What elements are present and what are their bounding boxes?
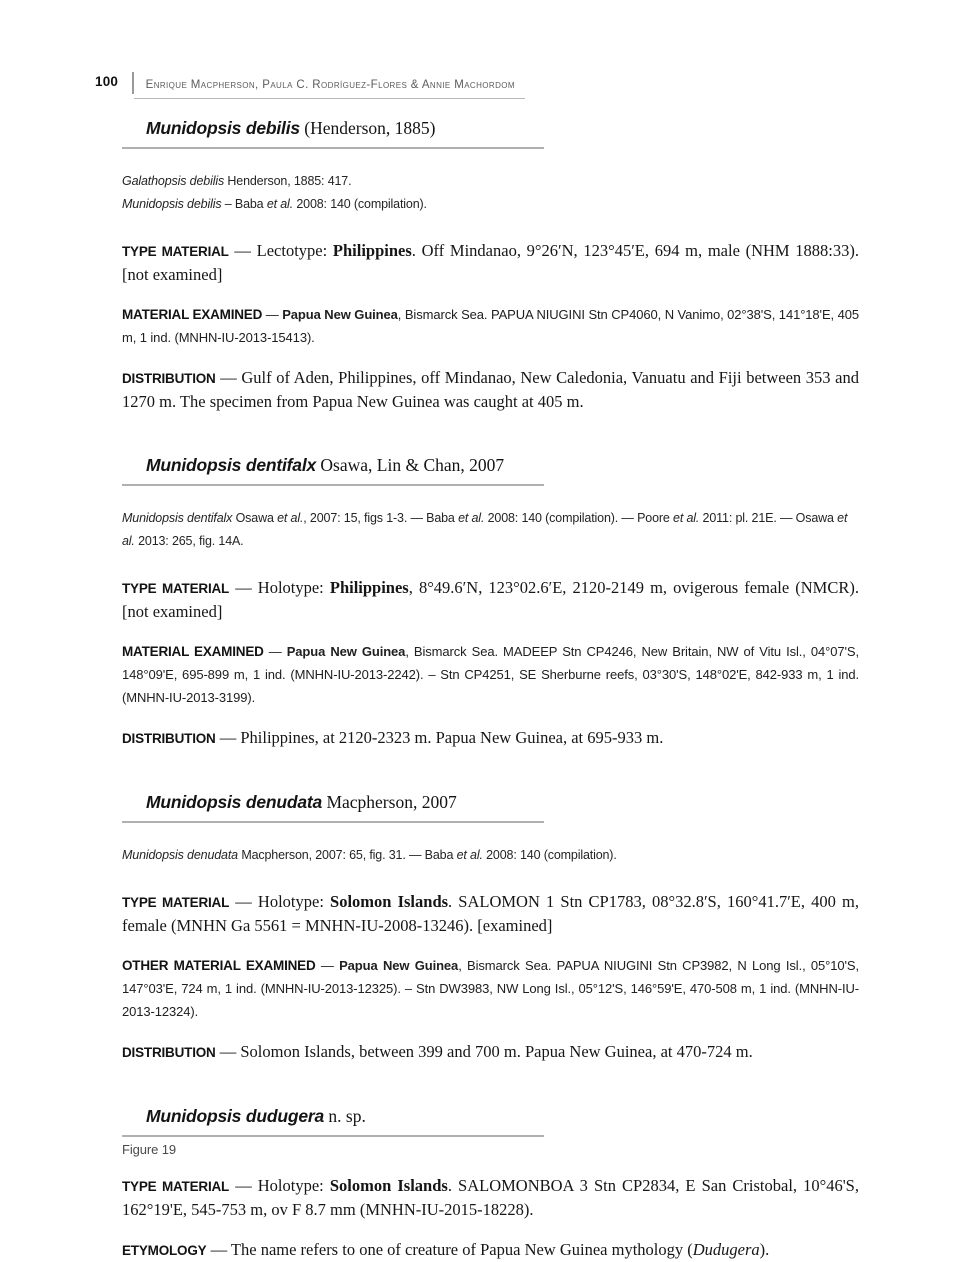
text-run: et al. [673,510,700,525]
text-run: — Holotype: [229,1175,330,1195]
text-run: Munidopsis dudugera [146,1105,325,1126]
paragraph-label: MATERIAL EXAMINED [122,306,263,322]
species-section [122,455,859,750]
paragraph-label: TYPE MATERIAL [122,243,229,259]
paragraph-label: TYPE MATERIAL [122,580,230,596]
paragraph-label: DISTRIBUTION [122,1044,216,1060]
text-run: et al. [122,510,848,548]
text-run: , Bismarck Sea. PAPUA NIUGINI Stn CP4060, N Vanimo, 02°38'S, 141°18'E, 405 m, 1 ind. (MNHN-IU-2013-15413). [122,306,859,345]
text-run: Henderson, 1885: 417. [224,173,352,188]
species-heading [122,792,544,823]
text-run: 2008: 140 (compilation). [482,847,617,862]
distribution-paragraph [122,1040,859,1064]
synonymy-line [122,193,859,216]
text-run: Osawa, Lin & Chan, 2007 [316,454,505,475]
synonymy-line [122,507,859,553]
text-run: Philippines [332,240,412,260]
species-heading [122,455,544,486]
text-run: Munidopsis debilis [146,118,300,138]
text-run: . SALOMONBOA 3 Stn CP2834, E San Cristobal, 10°46'S, 162°19'E, 545-753 m, ov F 8.7 mm (MNHN-IU-2015-18228). [122,1175,859,1219]
text-run: et al. [456,847,483,862]
text-run: — The name refers to one of creature of Papua New Guinea mythology ( [206,1239,693,1259]
paragraph-label: DISTRIBUTION [122,370,216,386]
text-run: n. sp. [324,1105,366,1126]
text-run: Munidopsis dentifalx [122,510,233,525]
section-body [122,507,859,750]
page-number: 100 [95,74,119,89]
text-run: Dudugera [692,1239,760,1259]
text-run: Papua New Guinea [282,306,398,322]
text-run: 2013: 265, fig. 14A. [134,533,244,548]
paragraph-label: TYPE MATERIAL [122,1178,230,1194]
paragraph-label: OTHER MATERIAL EXAMINED [122,957,316,973]
text-run: Osawa [232,510,278,525]
text-run: — [315,957,340,973]
species-section [122,1106,859,1262]
text-run: , 2007: 15, figs 1-3. — Baba [303,510,459,525]
paragraph-label: MATERIAL EXAMINED [122,643,264,659]
text-run: ). [759,1239,770,1259]
type-material-paragraph [122,890,859,937]
text-run: Philippines [329,577,409,597]
text-run: — [262,306,283,322]
sections [122,118,859,1262]
other-material-examined-paragraph [122,954,859,1023]
material-examined-paragraph [122,303,859,349]
synonymy-line [122,170,859,193]
text-run: (Henderson, 1885) [299,118,436,138]
species-section [122,118,859,413]
text-run: Munidopsis denudata [146,791,323,812]
text-run: — Solomon Islands, between 399 and 700 m. Papua New Guinea, at 470-724 m. [215,1041,753,1061]
text-run: Solomon Islands [329,1175,448,1195]
text-run: Macpherson, 2007: 65, fig. 31. — Baba [238,847,457,862]
species-section [122,792,859,1064]
type-material-paragraph [122,1174,859,1221]
synonymy-line [122,844,859,867]
text-run: 2008: 140 (compilation). [293,196,427,211]
section-body [122,1174,859,1262]
text-run: . SALOMON 1 Stn CP1783, 08°32.8′S, 160°41.7′E, 400 m, female (MNHN Ga 5561 = MNHN-IU-2008-13246). [examined] [122,891,859,935]
running-head-wrap [134,72,525,99]
running-header [95,72,525,99]
text-run: 2011: pl. 21E. — Osawa [699,510,838,525]
paragraph-label: ETYMOLOGY [122,1242,207,1258]
text-run: Munidopsis denudata [122,847,238,862]
text-run: Macpherson, 2007 [322,791,457,812]
section-body [122,170,859,413]
text-run: — Lectotype: [228,240,333,260]
type-material-paragraph [122,239,859,286]
text-run: Munidopsis debilis [122,196,222,211]
distribution-paragraph [122,366,859,413]
material-examined-paragraph [122,640,859,709]
distribution-paragraph [122,726,859,750]
figure-caption: Figure 19 [122,1141,177,1157]
text-run: Galathopsis debilis [122,173,225,188]
species-heading [122,1106,544,1137]
text-run: , 8°49.6′N, 123°02.6′E, 2120-2149 m, ovigerous female (NMCR). [not examined] [122,577,859,621]
text-run: . Off Mindanao, 9°26′N, 123°45′E, 694 m, male (NHM 1888:33). [not examined] [122,240,859,284]
text-run: , Bismarck Sea. PAPUA NIUGINI Stn CP3982, N Long Isl., 05°10'S, 147°03'E, 724 m, 1 ind. (MNHN-IU-2013-12325). – Stn DW3983, NW Long Isl., 05°12'S, 146°59'E, 470-508 m, 1 ind. (MNHN-IU-2013-12324). [122,957,860,1019]
text-run: Papua New Guinea [286,643,406,659]
text-run: 2008: 140 (compilation). — Poore [484,510,674,525]
text-run: et al. [277,510,304,525]
paragraph-label: DISTRIBUTION [122,730,216,746]
text-run: Papua New Guinea [339,957,459,973]
section-body [122,844,859,1064]
species-heading [122,118,544,149]
text-run: , Bismarck Sea. MADEEP Stn CP4246, New Britain, NW of Vitu Isl., 04°07'S, 148°09'E, 695-899 m, 1 ind. (MNHN-IU-2013-2242). – Stn CP4251, SE Sherburne reefs, 03°30'S, 148°02'E, 842-933 m, 1 ind. (MNHN-IU-2013-3199). [122,643,859,705]
text-run: — Holotype: [229,577,330,597]
text-run: — Philippines, at 2120-2323 m. Papua New Guinea, at 695-933 m. [215,727,664,747]
type-material-paragraph [122,576,859,623]
text-run: – Baba [221,196,267,211]
text-run: Munidopsis dentifalx [146,454,317,475]
running-head-authors: Enrique Macpherson, Paula C. Rodríguez-Flores & Annie Machordom [145,79,515,91]
text-run: — [263,643,287,659]
etymology-paragraph [122,1238,859,1262]
text-run: — Gulf of Aden, Philippines, off Mindanao, New Caledonia, Vanuatu and Fiji between 353 and 1270 m. The specimen from Papua New Guinea was caught at 405 m. [122,367,859,411]
paragraph-label: TYPE MATERIAL [122,894,230,910]
text-run: — Holotype: [229,891,331,911]
text-run: et al. [266,196,294,211]
text-run: et al. [458,510,485,525]
text-run: Solomon Islands [330,891,449,911]
